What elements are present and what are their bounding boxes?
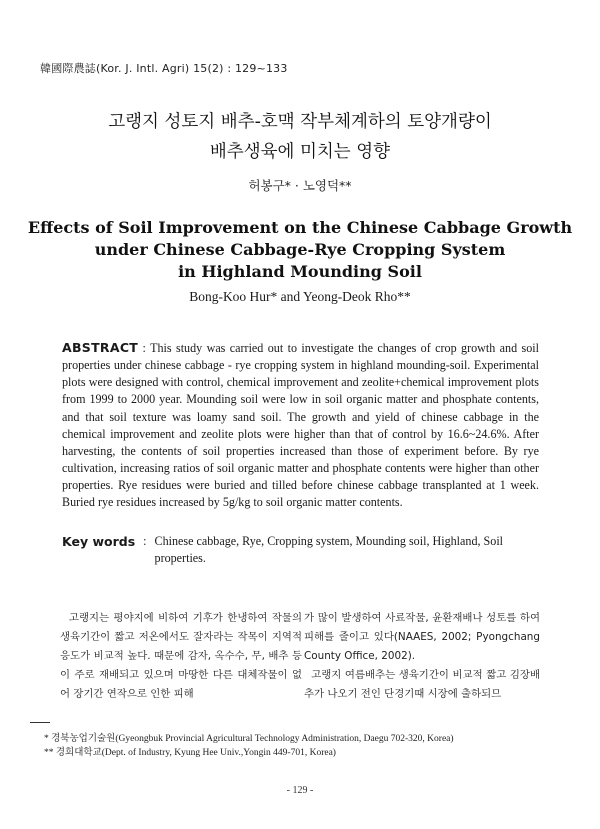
korean-title-line-1: 고랭지 성토지 배추-호맥 작부체계하의 토양개량이 <box>108 112 492 132</box>
journal-reference: 韓國際農誌(Kor. J. Intl. Agri) 15(2) : 129~133 <box>40 62 288 75</box>
english-title-line-2: under Chinese Cabbage-Rye Cropping System <box>94 240 506 259</box>
footnote-divider <box>30 722 50 723</box>
korean-title-line-2: 배추생육에 미치는 영향 <box>209 142 391 162</box>
body-paragraph: 고랭지 여름배추는 생육기간이 비교적 짧고 김장배추가 나오기 전인 단경기때 시장에 출하되므 <box>304 669 541 700</box>
abstract-separator: : <box>142 341 151 355</box>
footnote-2: ** 경희대학교(Dept. of Industry, Kyung Hee Univ.,Yongin 449-701, Korea) <box>44 748 336 758</box>
body-column-left <box>60 609 302 704</box>
body-column-right <box>304 609 540 704</box>
english-title-line-3: in Highland Mounding Soil <box>178 262 422 281</box>
korean-authors: 허봉구* · 노영덕** <box>248 178 352 193</box>
abstract-text: This study was carried out to investigate the changes of crop growth and soil properties under chinese cabbage - rye cropping system in highland mounding-soil. Experimental plots were designed with control, chemical improvement and zeolite+chemical improvement plots from 1999 to 2000 year. Mounding soil were low in soil organic matter and phosphate contents, and that soil texture was loamy sand soil. The growth and yield of chinese cabbage in the chemical improvement and zeolite plots were higher than that of control by 16.6~24.6%. After harvesting, the contents of soil properties increased than those of experiment before. By rye cultivation, increasing ratios of soil organic matter and phosphate contents were higher than other properties. Rye residues were buried and tilled before chinese cabbage transplanted at 1 week. Buried rye residues increased by 5g/kg to soil organic matter contents. <box>62 341 540 510</box>
body-paragraph: 가 많이 발생하여 사료작물, 윤환재배나 성토를 하여 피해를 줄이고 있다(NAAES, 2002; Pyongchang County Office, 2002). <box>304 612 540 662</box>
abstract <box>62 339 539 512</box>
english-title-line-1: Effects of Soil Improvement on the Chinese Cabbage Growth <box>27 218 573 237</box>
body-paragraph: 고랭지는 평야지에 비하여 기후가 한냉하여 작물의 생육기간이 짧고 저온에서도 잘자라는 작목이 지역적응도가 비교적 높다. 때문에 감자, 옥수수, 무, 배추 등이 주로 재배되고 있으며 마땅한 다른 대체작물이 없어 장기간 연작으로 인한 피해 <box>60 612 302 700</box>
keywords-text: Chinese cabbage, Rye, Cropping system, Mounding soil, Highland, Soil properties. <box>154 534 504 565</box>
keywords-label: Key words <box>62 534 136 549</box>
english-authors: Bong-Koo Hur* and Yeong-Deok Rho** <box>189 289 411 304</box>
footnotes <box>44 732 544 760</box>
footnote-1: * 경북농업기술원(Gyeongbuk Provincial Agricultural Technology Administration, Daegu 702-320, Korea) <box>44 734 454 744</box>
keywords-separator: : <box>143 534 147 548</box>
abstract-label: ABSTRACT <box>62 340 139 355</box>
keywords <box>62 533 539 567</box>
page-number: - 129 - <box>286 785 314 796</box>
